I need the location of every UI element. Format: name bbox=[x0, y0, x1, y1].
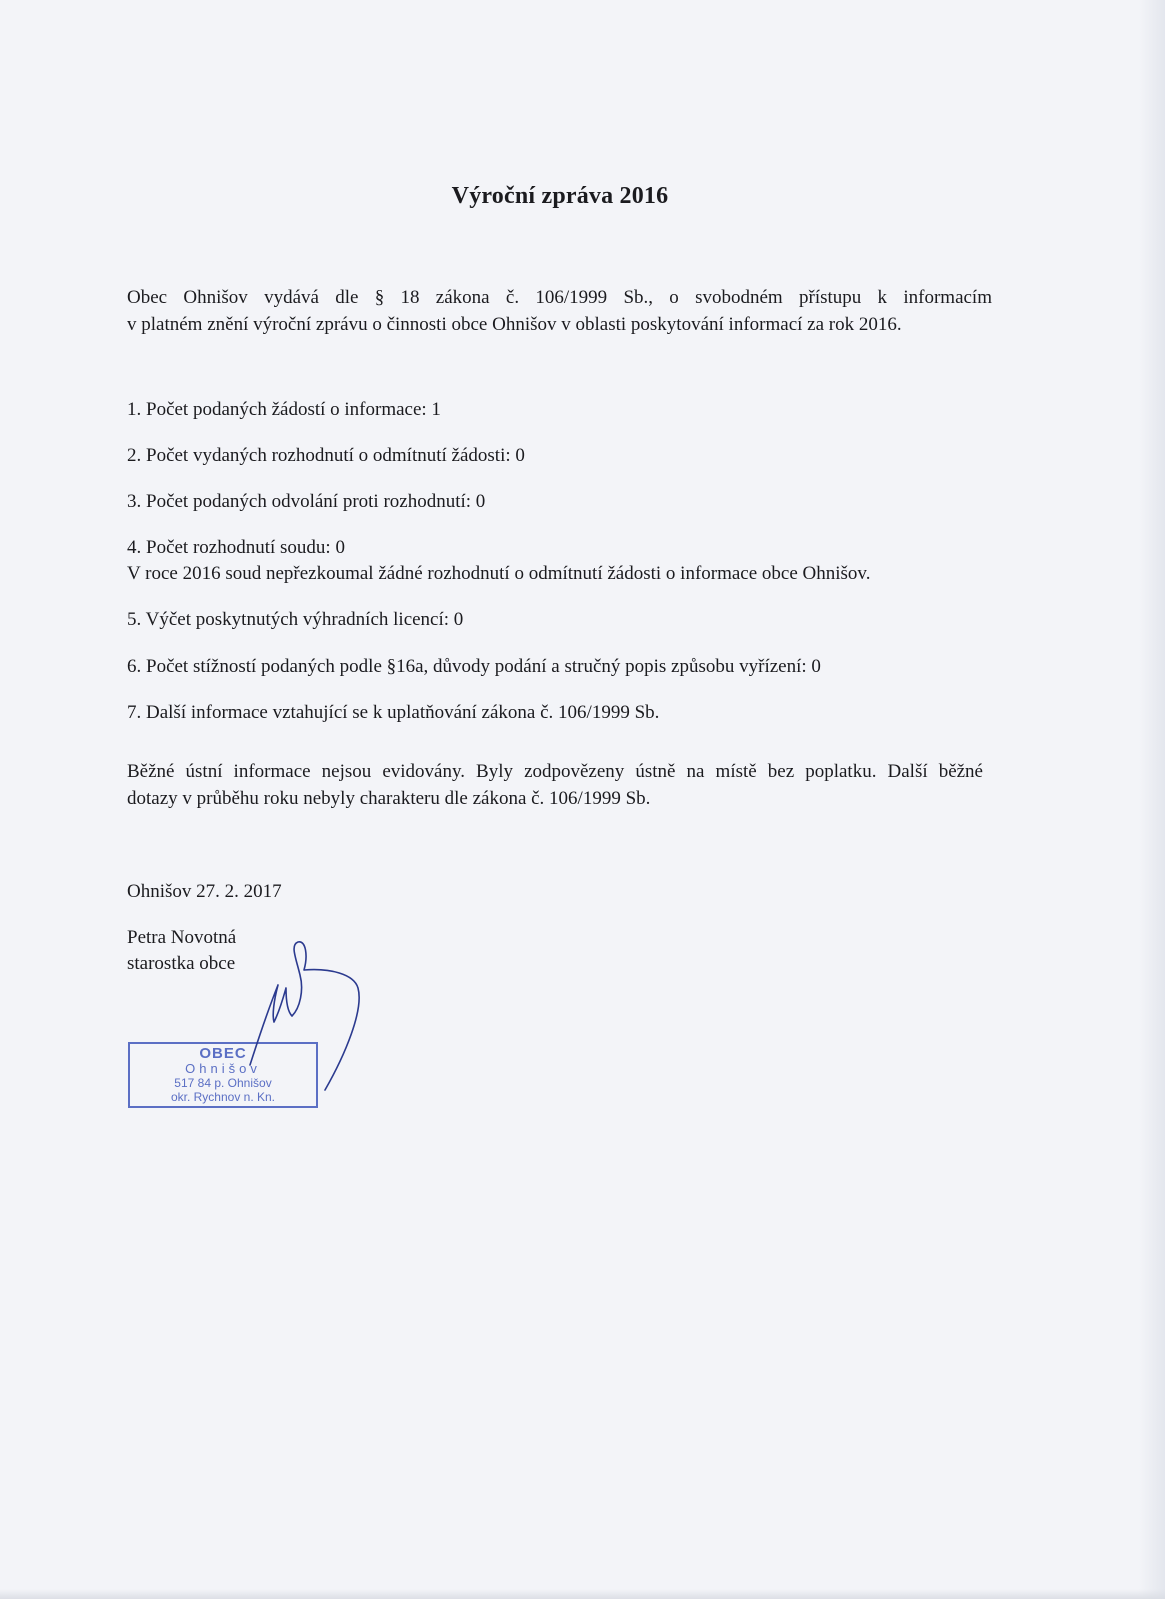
closing-line-2: dotazy v průběhu roku nebyly charakteru dle zákona č. 106/1999 Sb. bbox=[127, 788, 651, 809]
stamp-address-2: okr. Rychnov n. Kn. bbox=[170, 1090, 276, 1104]
item-6: 6. Počet stížností podaných podle §16a, důvody podání a stručný popis způsobu vyřízení: 0 bbox=[127, 656, 821, 677]
closing-paragraph bbox=[127, 758, 983, 812]
scan-edge-right bbox=[1139, 0, 1165, 1599]
intro-line-2: v platném znění výroční zprávu o činnosti obce Ohnišov v oblasti poskytování informací za rok 2016. bbox=[127, 314, 902, 335]
closing-line-1: Běžné ústní informace nejsou evidovány. Byly zodpovězeny ústně na místě bez poplatku. Další běžné bbox=[127, 761, 983, 782]
handwritten-signature bbox=[230, 940, 380, 1100]
item-5: 5. Výčet poskytnutých výhradních licencí: 0 bbox=[127, 609, 464, 630]
item-7: 7. Další informace vztahující se k uplatňování zákona č. 106/1999 Sb. bbox=[127, 702, 660, 723]
intro-line-1: Obec Ohnišov vydává dle § 18 zákona č. 106/1999 Sb., o svobodném přístupu k informacím bbox=[127, 287, 992, 308]
scan-edge-bottom bbox=[0, 1589, 1165, 1599]
item-4: 4. Počet rozhodnutí soudu: 0 bbox=[127, 537, 345, 558]
signer-name: Petra Novotná bbox=[127, 927, 237, 948]
stamp-title: OBEC bbox=[199, 1045, 247, 1062]
stamp-address-1: 517 84 p. Ohnišov bbox=[174, 1076, 272, 1090]
item-4-note: V roce 2016 soud nepřezkoumal žádné rozhodnutí o odmítnutí žádosti o informace obce Ohnišov. bbox=[127, 563, 871, 584]
signer-role: starostka obce bbox=[127, 953, 236, 974]
intro-paragraph bbox=[127, 284, 992, 338]
item-3: 3. Počet podaných odvolání proti rozhodnutí: 0 bbox=[127, 491, 486, 512]
place-date: Ohnišov 27. 2. 2017 bbox=[127, 881, 282, 902]
document-title: Výroční zpráva 2016 bbox=[451, 183, 669, 209]
item-2: 2. Počet vydaných rozhodnutí o odmítnutí žádosti: 0 bbox=[127, 445, 525, 466]
stamp-name: Ohnišov bbox=[185, 1061, 261, 1076]
item-1: 1. Počet podaných žádostí o informace: 1 bbox=[127, 399, 441, 420]
